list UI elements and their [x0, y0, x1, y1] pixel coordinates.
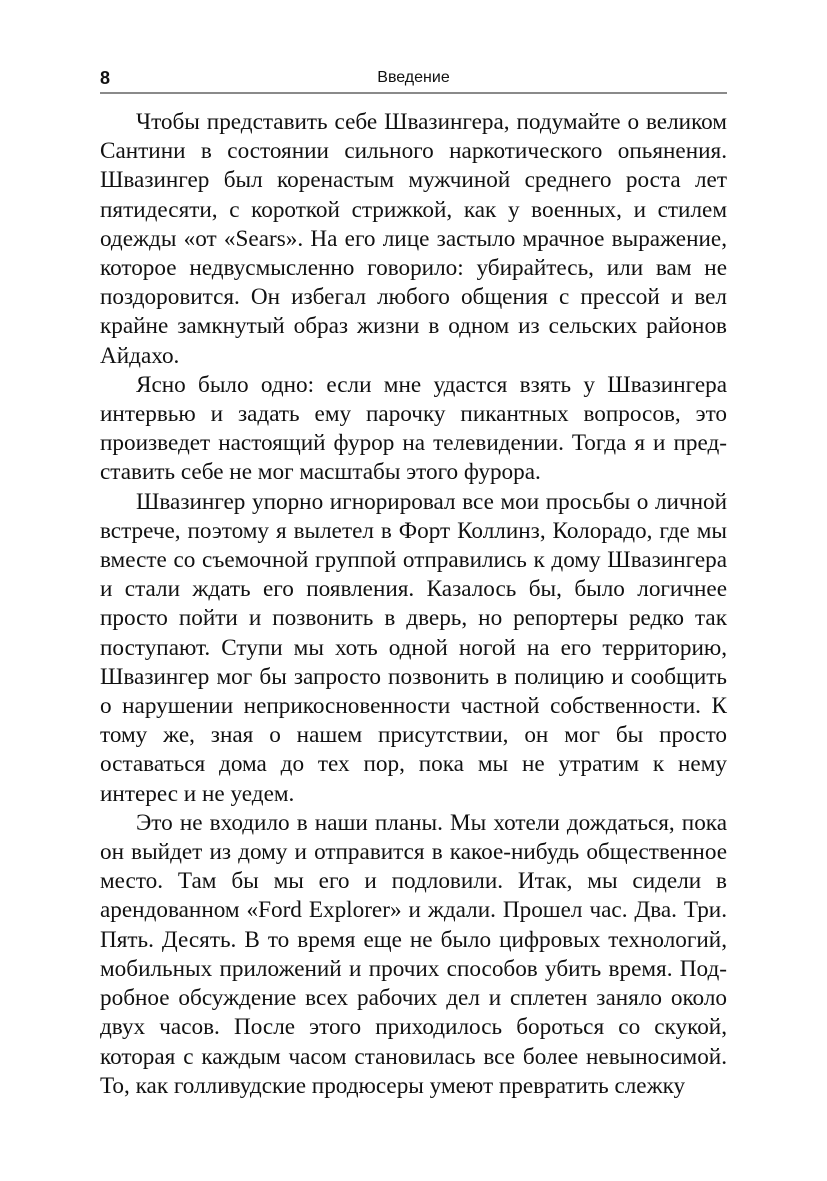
- paragraph-3: Швазингер упорно игнорировал все мои просьбы о личной встрече, поэтому я вылетел в Форт Коллинз, Колорадо, где мы вместе со съемочной группой отправились к дому Швазингера и стали ждать его появления. Казалось бы, было логичнее просто пойти и позвонить в дверь, но репортеры редко так поступают. Ступи мы хоть одной ногой на его территорию, Швазингер мог бы запросто позвонить в полицию и сообщить о нарушении неприкосновенности частной собственности. К тому же, зная о нашем присутствии, он мог бы просто оставаться дома до тех пор, пока мы не утратим к нему интерес и не уедем.: [100, 488, 727, 807]
- running-header: [100, 66, 727, 94]
- chapter-title: Введение: [377, 69, 450, 86]
- paragraph-2: Ясно было одно: если мне удастся взять у Швазингера интервью и задать ему парочку пикантных вопросов, это произведет настоящий фурор на телевидении. Тогда я и представить себе не мог масштабы этого фурора.: [100, 371, 727, 486]
- body-text: [100, 108, 727, 1101]
- book-page: [100, 66, 727, 1101]
- page-number: 8: [100, 68, 111, 88]
- paragraph-1: Чтобы представить себе Швазингера, подумайте о великом Сантини в состоянии сильного наркотического опьянения. Швазингер был коренастым мужчиной среднего роста лет пятидесяти, с короткой стрижкой, как у военных, и стилем одежды «от «Sears». На его лице застыло мрачное выражение, которое недвусмысленно говорило: убирайтесь, или вам не поздоровится. Он избегал любого общения с прессой и вел крайне замкнутый образ жизни в одном из сельских районов Айдахо.: [100, 109, 727, 369]
- paragraph-4: Это не входило в наши планы. Мы хотели дождаться, пока он выйдет из дому и отправится в какое-нибудь общественное место. Там бы мы его и подловили. Итак, мы сидели в арендованном «Ford Explorer» и ждали. Прошел час. Два. Три. Пять. Десять. В то время еще не было цифровых технологий, мобильных приложений и прочих способов убить время. Подробное обсуждение всех рабочих дел и сплетен заняло около двух часов. После этого приходилось бороться со скукой, которая с каждым часом становилась все более невыносимой. То, как голливудские продюсеры умеют превратить слежку: [100, 809, 727, 1099]
